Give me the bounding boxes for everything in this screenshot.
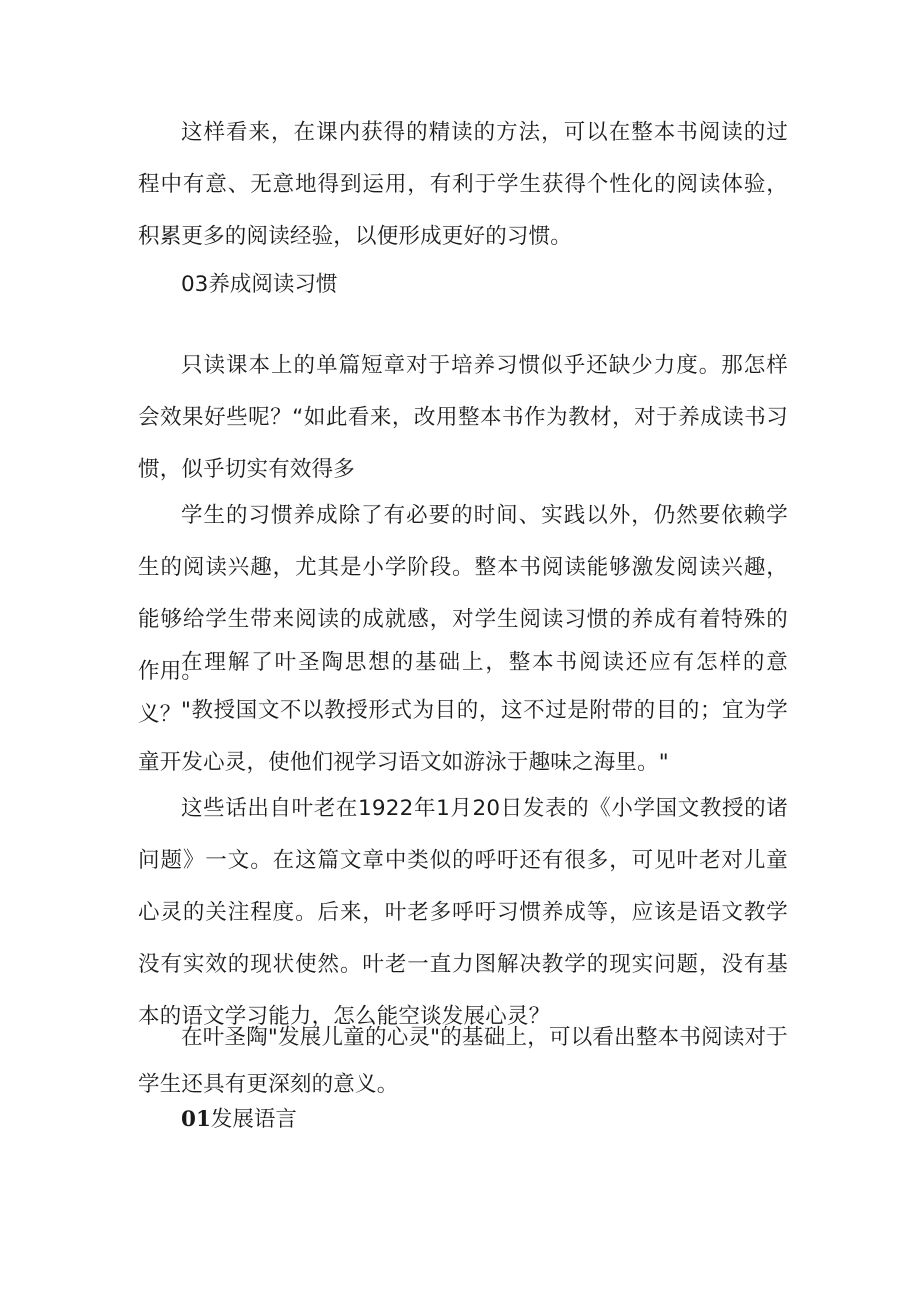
section-heading-reading-habits: 03养成阅读习惯 xyxy=(181,272,338,297)
paragraph-meaning-question: 在理解了叶圣陶思想的基础上，整本书阅读还应有怎样的意义？ xyxy=(138,650,788,727)
paragraph-reading-methods: 这样看来，在课内获得的精读的方法，可以在整本书阅读的过程中有意、无意地得到运用，有利于学生获得个性化的阅读体验，积累更多的阅读经验，以便形成更好的习惯。 xyxy=(138,120,788,249)
paragraph-quote: "教授国文不以教授形式为目的，这不过是附带的目的；宜为学童开发心灵，使他们视学习语文如游泳于趣味之海里。" xyxy=(138,698,788,775)
section-number: 01 xyxy=(181,1107,211,1132)
paragraph-deeper-meaning: 在叶圣陶"发展儿童的心灵"的基础上，可以看出整本书阅读对于学生还具有更深刻的意义。 xyxy=(138,1025,788,1097)
paragraph-habit-formation: 学生的习惯养成除了有必要的时间、实践以外，仍然要依赖学生的阅读兴趣，尤其是小学阶段。整本书阅读能够激发阅读兴趣，能够给学生带来阅读的成就感，对学生阅读习惯的养成有着特殊的作用。 xyxy=(138,503,788,684)
paragraph-single-articles: 只读课本上的单篇短章对于培养习惯似乎还缺少力度。那怎样会效果好些呢？“如此看来，改用整本书作为教材，对于养成读书习惯，似乎切实有效得多 xyxy=(138,353,788,482)
section-heading-language-development xyxy=(181,1105,297,1135)
section-title: 发展语言 xyxy=(210,1107,297,1132)
paragraph-source-of-quote: 这些话出自叶老在1922年1月20日发表的《小学国文教授的诸问题》一文。在这篇文章中类似的呼吁还有很多，可见叶老对儿童心灵的关注程度。后来，叶老多呼吁习惯养成等，应该是语文教学没有实效的现状使然。叶老一直力图解决教学的现实问题，没有基本的语文学习能力，怎么能空谈发展心灵？ xyxy=(138,796,788,1029)
